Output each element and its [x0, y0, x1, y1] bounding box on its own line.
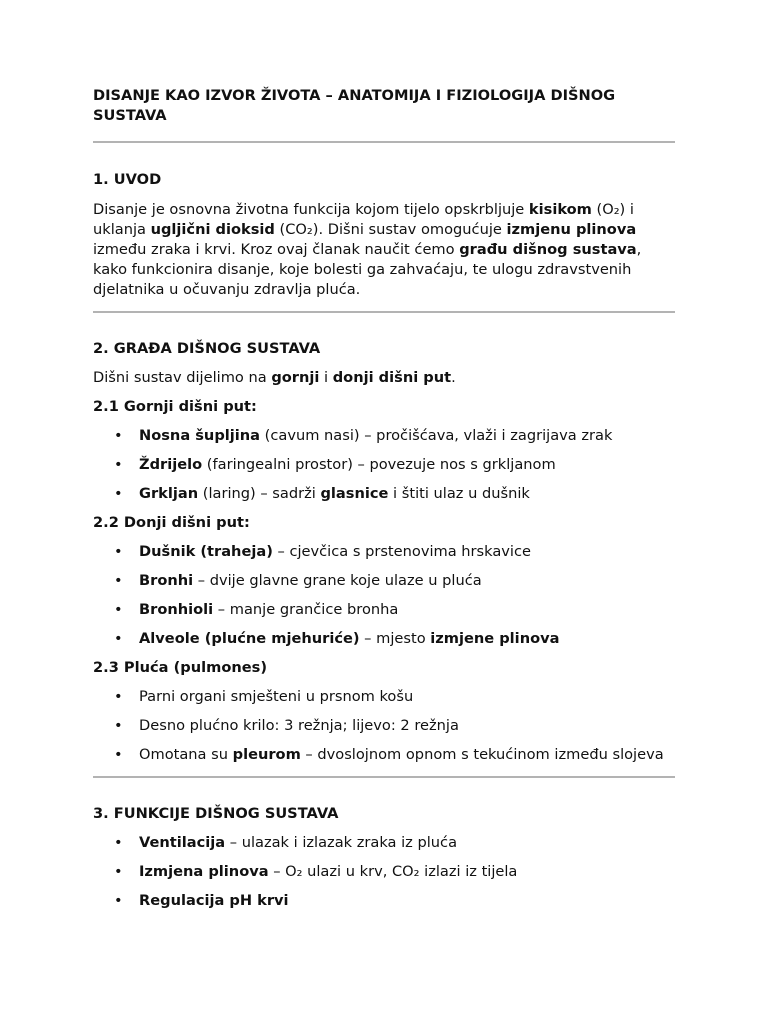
- list-item: [93, 455, 675, 475]
- bold-text: Dušnik (traheja): [139, 543, 273, 560]
- text-run: .: [451, 369, 456, 386]
- list-item: [93, 891, 675, 911]
- subheading-donji: 2.2 Donji dišni put:: [93, 514, 250, 531]
- bullet-icon: •: [114, 572, 123, 589]
- text-run: – dvoslojnom opnom s tekućinom između slojeva: [300, 746, 664, 763]
- text-run: – dvije glavne grane koje ulaze u pluća: [193, 572, 482, 589]
- document-page: [93, 86, 675, 911]
- grada-intro-paragraph: [93, 368, 675, 388]
- bold-text: Ždrijelo: [139, 456, 203, 473]
- text-run: (CO₂). Dišni sustav omogućuje: [274, 221, 507, 238]
- bold-text: ugljični dioksid: [150, 221, 275, 238]
- text-run: i: [319, 369, 333, 386]
- bold-text: donji dišni put: [332, 369, 452, 386]
- text-run: – ulazak i izlazak zraka iz pluća: [225, 834, 458, 851]
- bullet-icon: •: [114, 717, 123, 734]
- bullet-icon: •: [114, 427, 123, 444]
- bold-text: Bronhi: [139, 572, 194, 589]
- bold-text: Nosna šupljina: [139, 427, 261, 444]
- text-run: (cavum nasi) – pročišćava, vlaži i zagrijava zrak: [260, 427, 613, 444]
- bullet-icon: •: [114, 834, 123, 851]
- text-run: između zraka i krvi. Kroz ovaj članak naučit ćemo: [93, 241, 460, 258]
- text-run: , kako funkcionira disanje, koje bolesti ga zahvaćaju, te ulogu zdravstvenih djelatnika u očuvanju zdravlja pluća.: [93, 241, 642, 298]
- text-run: Disanje je osnovna životna funkcija kojom tijelo opskrbljuje: [93, 201, 529, 218]
- list-item: [93, 833, 675, 853]
- bullet-icon: •: [114, 456, 123, 473]
- text-run: – cjevčica s prstenovima hrskavice: [272, 543, 531, 560]
- list-item: [93, 862, 675, 882]
- bold-text: Alveole (plućne mjehuriće): [139, 630, 360, 647]
- section-heading-grada: 2. GRAĐA DIŠNOG SUSTAVA: [93, 340, 321, 357]
- bullet-icon: •: [114, 892, 123, 909]
- list-gornji: [93, 426, 675, 504]
- bold-text: izmjenu plinova: [506, 221, 637, 238]
- list-item: [93, 426, 675, 446]
- text-run: (faringealni prostor) – povezuje nos s grkljanom: [202, 456, 556, 473]
- bold-text: glasnice: [320, 485, 389, 502]
- section-heading-uvod: 1. UVOD: [93, 171, 162, 188]
- intro-paragraph: [93, 200, 675, 300]
- bullet-icon: •: [114, 485, 123, 502]
- subheading-gornji: 2.1 Gornji dišni put:: [93, 398, 257, 415]
- bold-text: Regulacija pH krvi: [139, 892, 289, 909]
- section-heading-funkcije: 3. FUNKCIJE DIŠNOG SUSTAVA: [93, 805, 339, 822]
- list-item: [93, 687, 675, 707]
- text-run: Omotana su: [139, 746, 233, 763]
- text-run: (laring) – sadrži: [198, 485, 321, 502]
- text-run: (O₂) i uklanja: [93, 201, 634, 238]
- document-title: DISANJE KAO IZVOR ŽIVOTA – ANATOMIJA I FIZIOLOGIJA DIŠNOG SUSTAVA: [93, 87, 616, 124]
- bullet-icon: •: [114, 543, 123, 560]
- text-run: Parni organi smješteni u prsnom košu: [139, 688, 414, 705]
- list-pluca: [93, 687, 675, 765]
- text-run: – manje grančice bronha: [213, 601, 399, 618]
- bold-text: pleurom: [232, 746, 301, 763]
- bullet-icon: •: [114, 601, 123, 618]
- bold-text: izmjene plinova: [430, 630, 560, 647]
- text-run: – O₂ ulazi u krv, CO₂ izlazi iz tijela: [268, 863, 518, 880]
- bold-text: Bronhioli: [139, 601, 214, 618]
- text-run: Desno plućno krilo: 3 režnja; lijevo: 2 režnja: [139, 717, 459, 734]
- bold-text: Ventilacija: [139, 834, 226, 851]
- bold-text: gornji: [271, 369, 320, 386]
- list-item: [93, 571, 675, 591]
- list-item: [93, 716, 675, 736]
- bold-text: Izmjena plinova: [139, 863, 269, 880]
- bold-text: Grkljan: [139, 485, 199, 502]
- list-item: [93, 629, 675, 649]
- list-item: [93, 484, 675, 504]
- list-item: [93, 600, 675, 620]
- list-funkcije: [93, 833, 675, 911]
- bold-text: građu dišnog sustava: [459, 241, 637, 258]
- text-run: Dišni sustav dijelimo na: [93, 369, 272, 386]
- list-item: [93, 542, 675, 562]
- bullet-icon: •: [114, 746, 123, 763]
- list-item: [93, 745, 675, 765]
- text-run: – mjesto: [359, 630, 431, 647]
- bullet-icon: •: [114, 630, 123, 647]
- bold-text: kisikom: [528, 201, 592, 218]
- bullet-icon: •: [114, 863, 123, 880]
- bullet-icon: •: [114, 688, 123, 705]
- text-run: i štiti ulaz u dušnik: [388, 485, 530, 502]
- list-donji: [93, 542, 675, 649]
- subheading-pluca: 2.3 Pluća (pulmones): [93, 659, 267, 676]
